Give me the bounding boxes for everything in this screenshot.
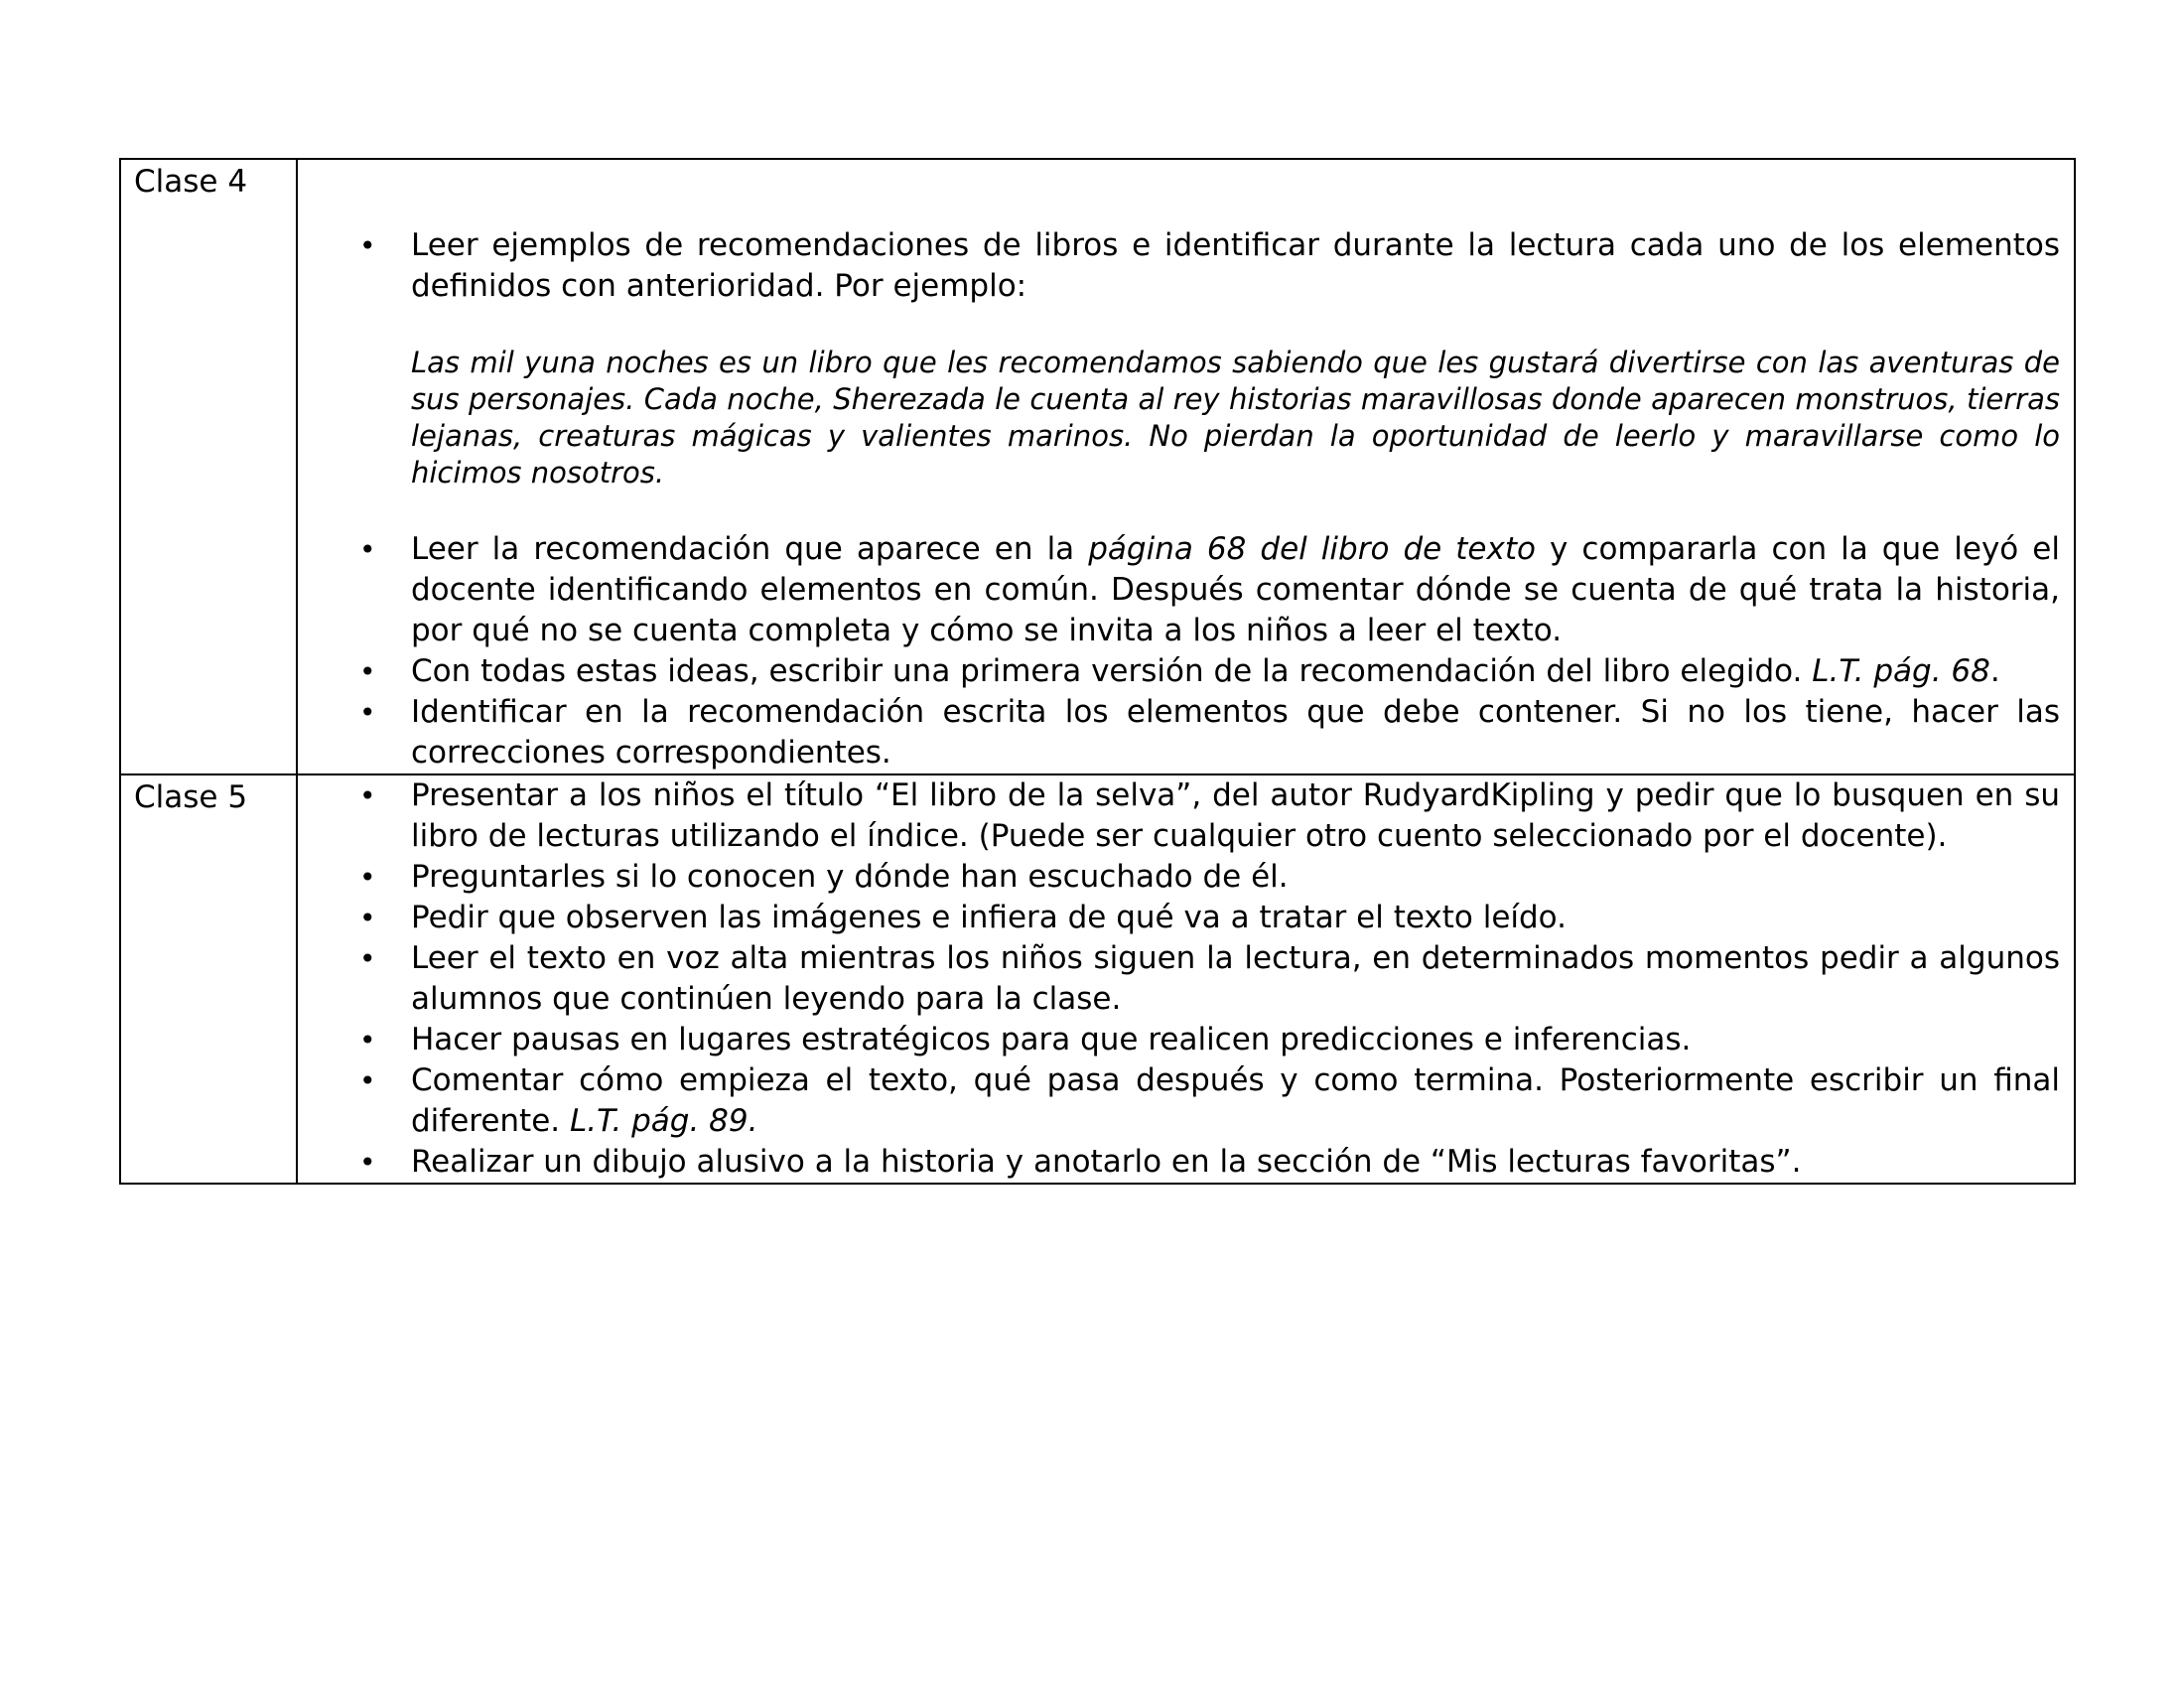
item-text: Leer la recomendación que aparece en la xyxy=(411,531,1089,567)
list-item xyxy=(298,225,2060,307)
item-text: y compararla con la que leyó el docente identificando elementos en común. Después comentar dónde se cuenta de qué trata la historia, por qué no se cuenta completa y cómo se invita a los niños a leer el texto. xyxy=(411,531,2060,648)
item-text: Presentar a los niños el título “El libro de la selva”, del autor RudyardKipling y pedir que lo busquen en su libro de lecturas utilizando el índice. (Puede ser cualquier otro cuento seleccionado por el docente). xyxy=(411,777,2060,854)
item-text: Leer el texto en voz alta mientras los niños siguen la lectura, en determinados momentos pedir a algunos alumnos que continúen leyendo para la clase. xyxy=(411,940,2060,1017)
item-text: Comentar cómo empieza el texto, qué pasa después y como termina. Posteriormente escribir un final diferente. xyxy=(411,1062,2060,1139)
list-item xyxy=(298,1142,2060,1183)
item-text: Identificar en la recomendación escrita los elementos que debe contener. Si no los tiene, hacer las correcciones correspondientes. xyxy=(411,694,2060,771)
activity-list-clase-5 xyxy=(298,775,2060,1183)
class-content-clase-5 xyxy=(297,774,2075,1184)
class-label-clase-5: Clase 5 xyxy=(120,774,297,1184)
list-item xyxy=(298,651,2060,692)
list-item xyxy=(298,938,2060,1020)
list-item xyxy=(298,857,2060,898)
list-item xyxy=(298,692,2060,774)
table-row-clase-4 xyxy=(120,159,2075,774)
list-item xyxy=(298,898,2060,938)
activity-list-clase-4-continued xyxy=(298,529,2060,774)
item-text: Leer ejemplos de recomendaciones de libros e identificar durante la lectura cada uno de los elementos definidos con anterioridad. Por ejemplo: xyxy=(411,227,2060,304)
activity-list-clase-4 xyxy=(298,225,2060,307)
class-label-clase-4: Clase 4 xyxy=(120,159,297,774)
class-content-clase-4 xyxy=(297,159,2075,774)
item-text: Pedir que observen las imágenes e infiera de qué va a tratar el texto leído. xyxy=(411,900,1567,935)
item-text-italic: L.T. pág. 68 xyxy=(1812,653,1990,689)
lesson-plan-table xyxy=(119,158,2076,1185)
item-text: Realizar un dibujo alusivo a la historia y anotarlo en la sección de “Mis lecturas favoritas”. xyxy=(411,1144,1802,1180)
item-text-italic: página 68 del libro de texto xyxy=(1088,531,1536,567)
example-recommendation: Las mil yuna noches es un libro que les recomendamos sabiendo que les gustará divertirse con las aventuras de sus personajes. Cada noche, Sherezada le cuenta al rey historias maravillosas donde aparecen monstruos, tierras lejanas, creaturas mágicas y valientes marinos. No pierdan la oportunidad de leerlo y maravillarse como lo hicimos nosotros. xyxy=(411,346,2060,490)
item-text: Hacer pausas en lugares estratégicos para que realicen predicciones e inferencias. xyxy=(411,1022,1692,1057)
list-item xyxy=(298,529,2060,651)
list-item xyxy=(298,1020,2060,1060)
item-text-italic: L.T. pág. 89. xyxy=(570,1103,758,1139)
item-text: Preguntarles si lo conocen y dónde han escuchado de él. xyxy=(411,859,1289,895)
item-text: Con todas estas ideas, escribir una primera versión de la recomendación del libro elegido. xyxy=(411,653,1813,689)
table-row-clase-5 xyxy=(120,774,2075,1184)
list-item xyxy=(298,775,2060,857)
item-text: . xyxy=(1989,653,2000,689)
list-item xyxy=(298,1060,2060,1142)
